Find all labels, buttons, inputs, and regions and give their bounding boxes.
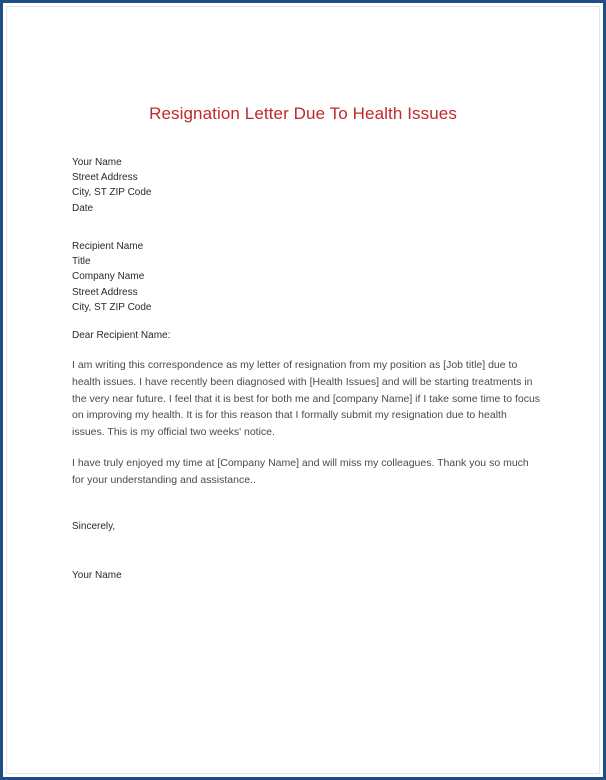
sender-date: Date <box>72 202 94 214</box>
sender-address-block <box>72 155 151 216</box>
sender-name: Your Name <box>72 157 122 168</box>
sender-street: Street Address <box>72 172 138 184</box>
signature-name: Your Name <box>72 570 122 581</box>
sender-city: City, ST ZIP Code <box>72 187 152 199</box>
body-paragraph-1: I am writing this correspondence as my letter of resignation from my position as [Job title] due to health issues. I have recently been diagnosed with [Health Issues] and will be starting treatments in the very near future. I feel that it is best for both me and [company Name] if I take some time to focus on improving my health. It is for this reason that I formally submit my resignation due to health issues. This is my official two weeks' notice. <box>72 359 541 439</box>
salutation: Dear Recipient Name: <box>72 330 171 341</box>
closing: Sincerely, <box>72 521 116 532</box>
body-paragraph-2: I have truly enjoyed my time at [Company Name] and will miss my colleagues. Thank you so much for your understanding and assistance.. <box>72 457 529 486</box>
recipient-name: Recipient Name <box>72 241 144 252</box>
recipient-street: Street Address <box>72 286 138 298</box>
recipient-address-block <box>72 239 151 315</box>
recipient-title: Title <box>72 256 91 268</box>
recipient-company: Company Name <box>72 271 145 283</box>
recipient-city: City, ST ZIP Code <box>72 301 152 313</box>
letter-title: Resignation Letter Due To Health Issues <box>149 104 457 123</box>
